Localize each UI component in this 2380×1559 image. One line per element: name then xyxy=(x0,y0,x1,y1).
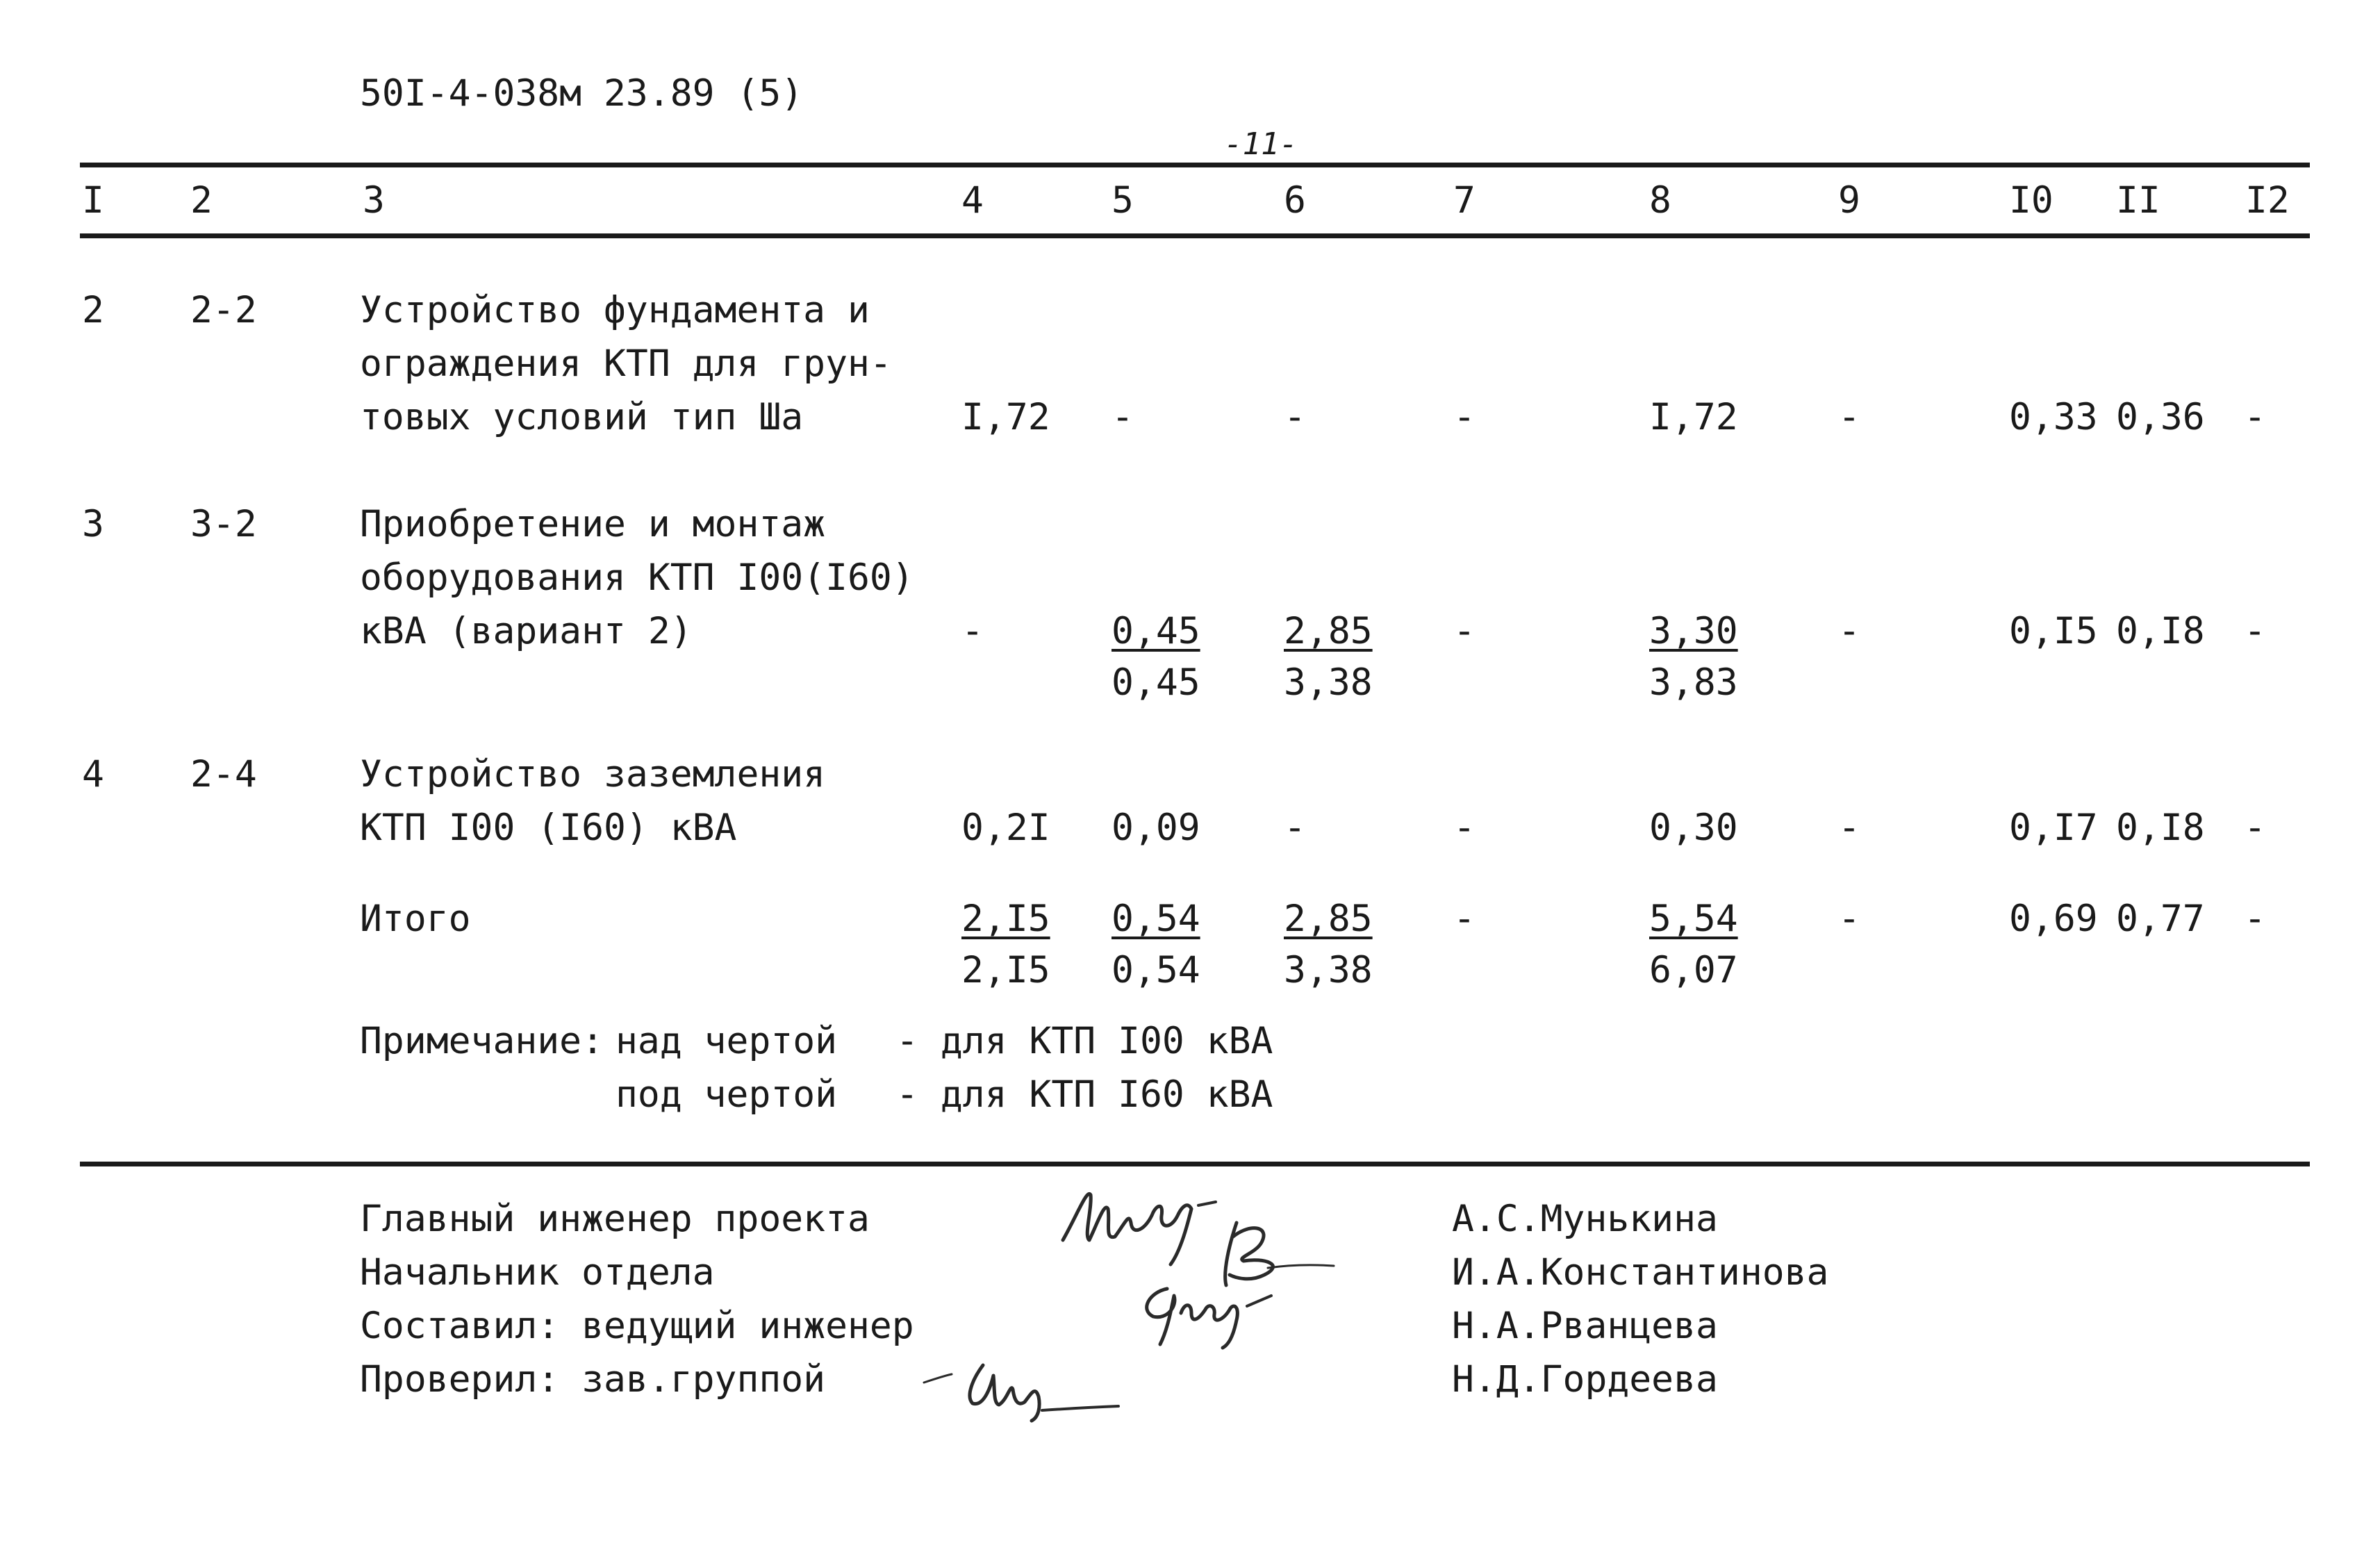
note-above-line-label: над чертой xyxy=(615,1020,838,1062)
cell-col7: - xyxy=(1453,396,1476,438)
cell-col8-below-line: 3,83 xyxy=(1649,661,1738,704)
col-header: I0 xyxy=(2009,179,2053,222)
signer-role: Проверил: зав.группой xyxy=(360,1358,826,1401)
cell-col11: 0,I8 xyxy=(2116,610,2205,652)
cell-col6-above-line: 2,85 xyxy=(1284,610,1373,652)
cell-col6-below-line: 3,38 xyxy=(1284,661,1373,704)
cell-col5-below-line: 0,45 xyxy=(1112,661,1200,704)
signature-4-handwriting xyxy=(917,1341,1139,1424)
cell-col5: 0,09 xyxy=(1112,807,1200,849)
col-header: 2 xyxy=(190,179,213,222)
cell-col9: - xyxy=(1838,807,1860,849)
col-header: II xyxy=(2116,179,2160,222)
cell-col9: - xyxy=(1838,396,1860,438)
total-col11: 0,77 xyxy=(2116,898,2205,940)
row-number: 2 xyxy=(82,289,104,331)
signer-name: А.С.Мунькина xyxy=(1452,1198,1718,1240)
footer-rule xyxy=(80,1162,2310,1166)
signer-role: Составил: ведущий инженер xyxy=(360,1305,914,1347)
total-col5-below-line: 0,54 xyxy=(1112,949,1200,991)
row-description-line: оборудования КТП I00(I60) xyxy=(360,556,914,599)
row-description-line: Устройство заземления xyxy=(360,753,826,795)
page-number: -11- xyxy=(1224,126,1298,162)
cell-col7: - xyxy=(1453,807,1476,849)
row-description-line: Устройство фундамента и xyxy=(360,289,870,331)
col-header: 3 xyxy=(363,179,385,222)
total-col8-above-line: 5,54 xyxy=(1649,898,1738,940)
col-header: 8 xyxy=(1649,179,1671,222)
cell-col4: - xyxy=(961,610,984,652)
total-col7: - xyxy=(1453,898,1476,940)
cell-col9: - xyxy=(1838,610,1860,652)
note-below-line-label: под чертой xyxy=(615,1073,838,1116)
total-col6-below-line: 3,38 xyxy=(1284,949,1373,991)
cell-col5: - xyxy=(1112,396,1134,438)
cell-col12: - xyxy=(2244,610,2266,652)
signer-name: Н.А.Рванцева xyxy=(1452,1305,1718,1347)
note-label: Примечание: xyxy=(360,1020,604,1062)
total-col4-below-line: 2,I5 xyxy=(961,949,1050,991)
cell-col8: I,72 xyxy=(1649,396,1738,438)
total-col8-below-line: 6,07 xyxy=(1649,949,1738,991)
col-header: I2 xyxy=(2245,179,2290,222)
row-code: 2-4 xyxy=(190,753,257,795)
col-header: I xyxy=(82,179,104,222)
cell-col8-above-line: 3,30 xyxy=(1649,610,1738,652)
cell-col7: - xyxy=(1453,610,1476,652)
row-description-line: товых условий тип Ша xyxy=(360,396,804,438)
row-code: 2-2 xyxy=(190,289,257,331)
row-description-line: ограждения КТП для грун- xyxy=(360,343,892,385)
document-code: 50I-4-038м 23.89 (5) xyxy=(360,72,804,115)
col-header: 4 xyxy=(961,179,984,222)
row-number: 3 xyxy=(82,503,104,545)
total-col9: - xyxy=(1838,898,1860,940)
cell-col6: - xyxy=(1284,807,1306,849)
total-col6-above-line: 2,85 xyxy=(1284,898,1373,940)
total-col5-above-line: 0,54 xyxy=(1112,898,1200,940)
cell-col5-above-line: 0,45 xyxy=(1112,610,1200,652)
col-header: 6 xyxy=(1284,179,1306,222)
cell-col10: 0,I5 xyxy=(2009,610,2098,652)
top-rule xyxy=(80,163,2310,167)
total-label: Итого xyxy=(360,898,471,940)
total-col12: - xyxy=(2244,898,2266,940)
total-col10: 0,69 xyxy=(2009,898,2098,940)
cell-col10: 0,33 xyxy=(2009,396,2098,438)
cell-col11: 0,I8 xyxy=(2116,807,2205,849)
cell-col6: - xyxy=(1284,396,1306,438)
row-description-line: Приобретение и монтаж xyxy=(360,503,826,545)
cell-col4: I,72 xyxy=(961,396,1050,438)
signer-name: И.А.Константинова xyxy=(1452,1251,1829,1294)
row-description-line: КТП I00 (I60) кВА xyxy=(360,807,737,849)
cell-col12: - xyxy=(2244,396,2266,438)
signer-name: Н.Д.Гордеева xyxy=(1452,1358,1718,1401)
row-number: 4 xyxy=(82,753,104,795)
cell-col8: 0,30 xyxy=(1649,807,1738,849)
note-below-line-text: - для КТП I60 кВА xyxy=(896,1073,1273,1116)
col-header: 9 xyxy=(1838,179,1860,222)
row-code: 3-2 xyxy=(190,503,257,545)
total-col4-above-line: 2,I5 xyxy=(961,898,1050,940)
signer-role: Начальник отдела xyxy=(360,1251,715,1294)
cell-col12: - xyxy=(2244,807,2266,849)
cell-col4: 0,2I xyxy=(961,807,1050,849)
signer-role: Главный инженер проекта xyxy=(360,1198,870,1240)
col-header: 5 xyxy=(1112,179,1134,222)
col-header: 7 xyxy=(1453,179,1476,222)
note-above-line-text: - для КТП I00 кВА xyxy=(896,1020,1273,1062)
row-description-line: кВА (вариант 2) xyxy=(360,610,693,652)
header-rule xyxy=(80,233,2310,238)
cell-col11: 0,36 xyxy=(2116,396,2205,438)
cell-col10: 0,I7 xyxy=(2009,807,2098,849)
signature-3-handwriting xyxy=(1125,1271,1313,1355)
